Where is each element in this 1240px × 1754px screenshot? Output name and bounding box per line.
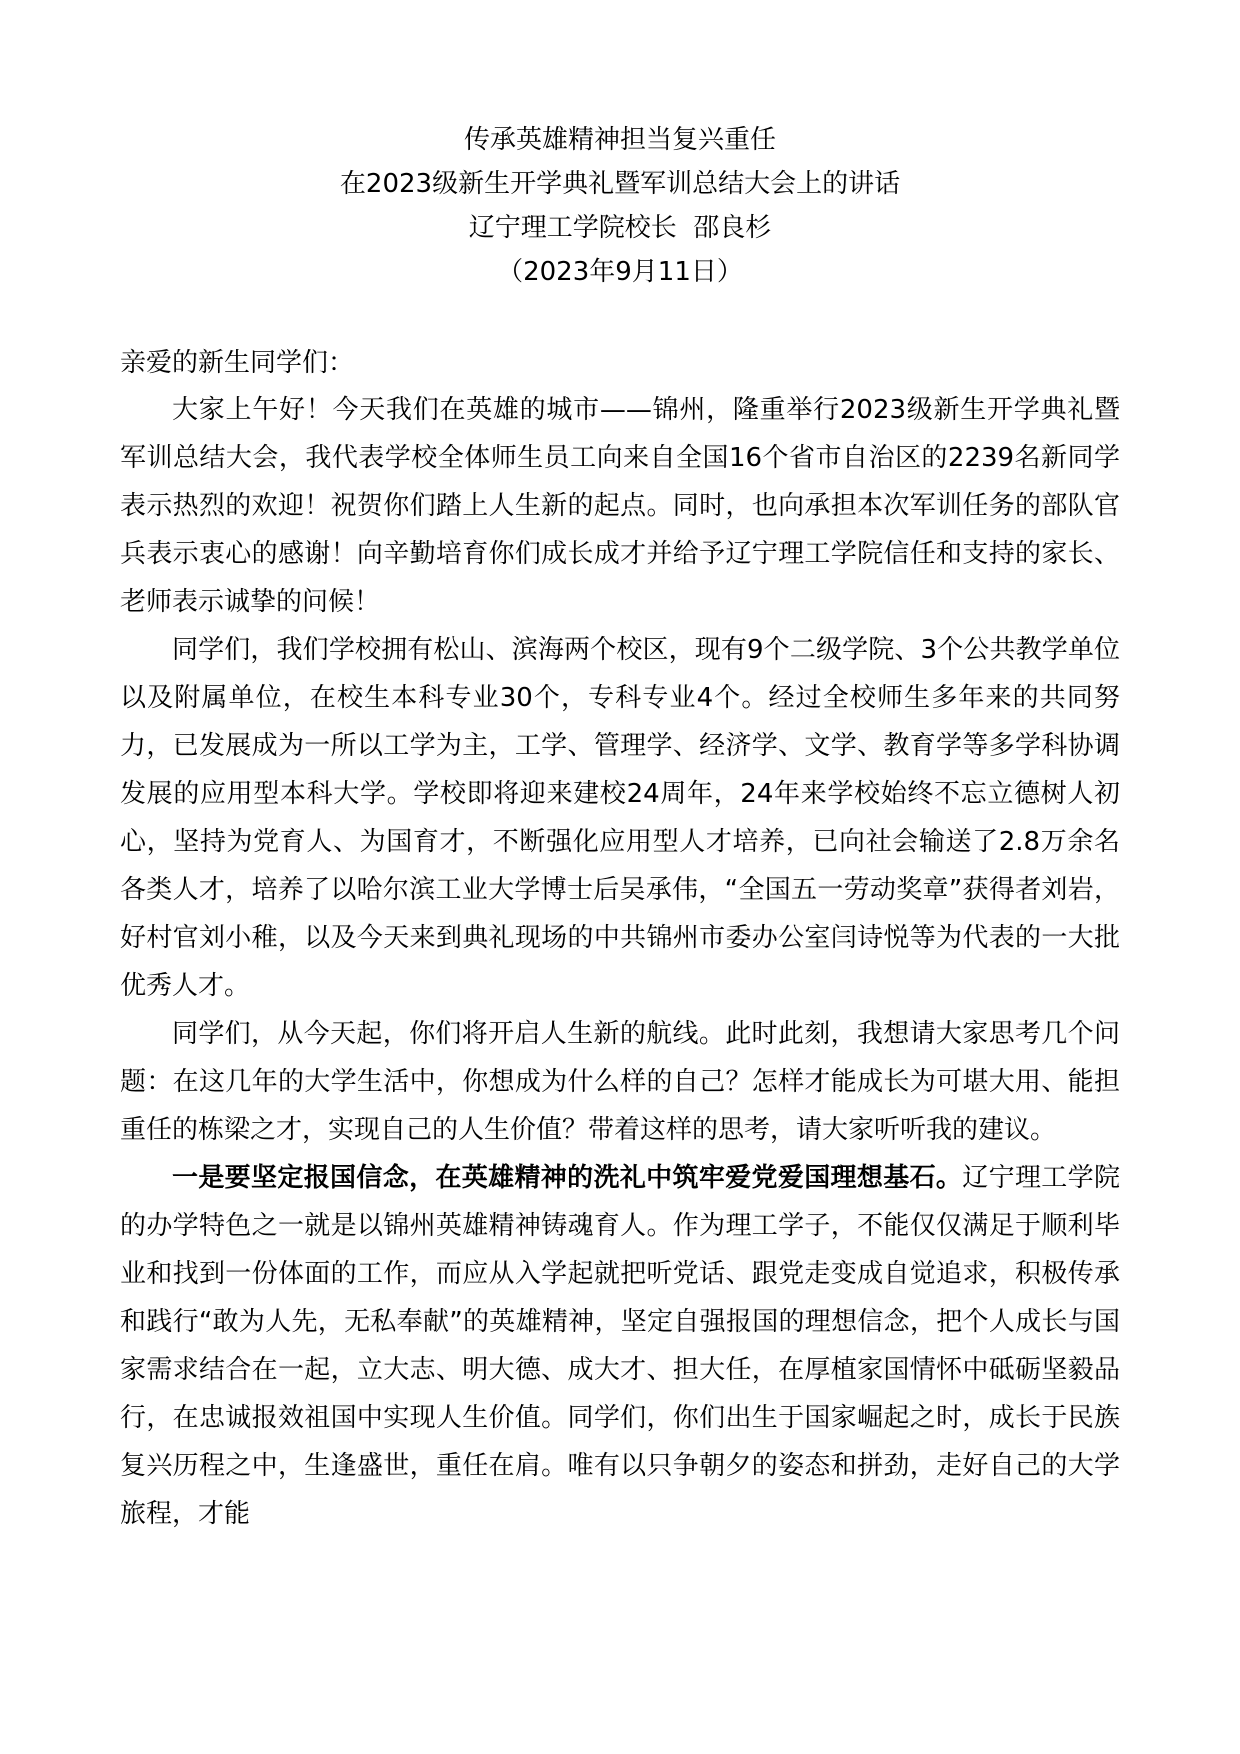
paragraph-welcome: 大家上午好！今天我们在英雄的城市——锦州，隆重举行2023级新生开学典礼暨军训总结大会，我代表学校全体师生员工向来自全国16个省市自治区的2239名新同学表示热烈的欢迎！祝贺你们踏上人生新的起点。同时，也向承担本次军训任务的部队官兵表示衷心的感谢！向辛勤培育你们成长成才并给予辽宁理工学院信任和支持的家长、老师表示诚挚的问候！ (120, 395, 1120, 617)
paragraph-questions: 同学们，从今天起，你们将开启人生新的航线。此时此刻，我想请大家思考几个问题：在这几年的大学生活中，你想成为什么样的自己？怎样才能成长为可堪大用、能担重任的栋梁之才，实现自己的人生价值？带着这样的思考，请大家听听我的建议。 (120, 1019, 1120, 1145)
paragraph-school-intro: 同学们，我们学校拥有松山、滨海两个校区，现有9个二级学院、3个公共教学单位以及附属单位，在校生本科专业30个，专科专业4个。经过全校师生多年来的共同努力，已发展成为一所以工学为主，工学、管理学、经济学、文学、教育学等多学科协调发展的应用型本科大学。学校即将迎来建校24周年，24年来学校始终不忘立德树人初心，坚持为党育人、为国育才，不断强化应用型人才培养，已向社会输送了2.8万余名各类人才，培养了以哈尔滨工业大学博士后吴承伟，“全国五一劳动奖章”获得者刘岩，好村官刘小稚，以及今天来到典礼现场的中共锦州市委办公室闫诗悦等为代表的一大批优秀人才。 (120, 635, 1120, 1001)
speech-title: 传承英雄精神担当复兴重任 (463, 125, 776, 155)
speech-date: （2023年9月11日） (497, 257, 743, 287)
salutation: 亲爱的新生同学们： (120, 348, 355, 378)
speaker-line: 辽宁理工学院校长 邵良杉 (468, 213, 772, 243)
point-one-body: 辽宁理工学院的办学特色之一就是以锦州英雄精神铸魂育人。作为理工学子，不能仅仅满足于顺利毕业和找到一份体面的工作，而应从入学起就把听党话、跟党走变成自觉追求，积极传承和践行“敢为人先，无私奉献”的英雄精神，坚定自强报国的理想信念，把个人成长与国家需求结合在一起，立大志、明大德、成大才、担大任，在厚植家国情怀中砥砺坚毅品行，在忠诚报效祖国中实现人生价值。同学们，你们出生于国家崛起之时，成长于民族复兴历程之中，生逢盛世，重任在肩。唯有以只争朝夕的姿态和拼劲，走好自己的大学旅程，才能 (120, 1163, 1120, 1529)
point-one-heading: 一是要坚定报国信念，在英雄精神的洗礼中筑牢爱党爱国理想基石。 (172, 1163, 963, 1193)
document-page (120, 118, 1120, 1538)
speech-subtitle: 在2023级新生开学典礼暨军训总结大会上的讲话 (339, 169, 901, 199)
document-header (120, 118, 1120, 294)
paragraph-point-one (120, 1154, 1120, 1538)
